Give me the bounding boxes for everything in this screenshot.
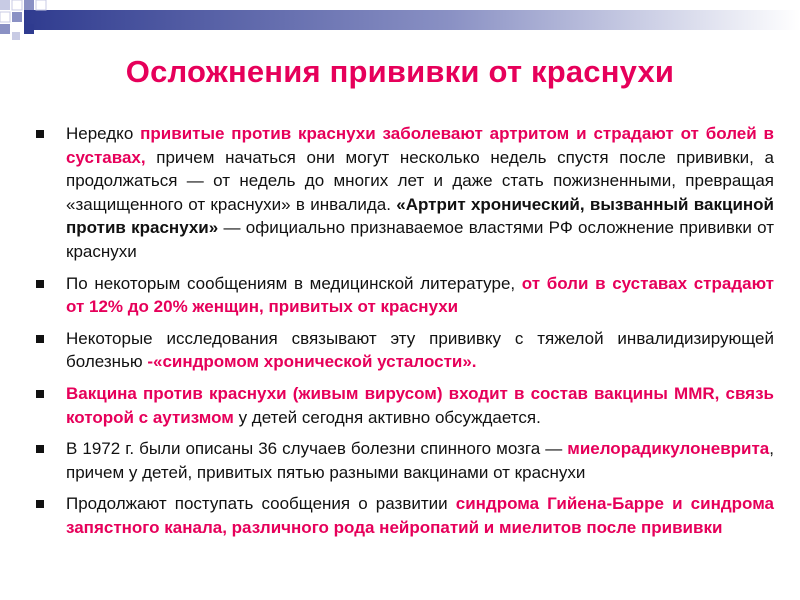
bullet-square-icon	[36, 445, 44, 453]
header-banner	[0, 0, 800, 40]
bullet-square-icon	[36, 280, 44, 288]
banner-gradient-bar	[24, 10, 800, 30]
bullet-text: Нередко	[66, 124, 141, 143]
bullet-highlight-text: привитые против краснухи заболевают артритом и страдают от болей в суставах,	[66, 124, 774, 167]
bullet-text: В 1972 г. были описаны 36 случаев болезни спинного мозга —	[66, 439, 568, 459]
bullet-text: причем начаться они могут несколько недель спустя после прививки, а продолжаться — от недель до многих лет и даже стать пожизненными, превращая «защищенного от краснухи» в инвалида.	[66, 147, 774, 214]
bullet-item	[34, 327, 774, 374]
bullet-square-icon	[36, 130, 44, 138]
bullet-highlight-text: синдрома Гийена-Барре и синдрома запястного канала, различного рода нейропатий и миелитов после прививки	[66, 494, 774, 537]
bullet-text: — официально признаваемое властями РФ осложнение прививки от краснухи	[66, 218, 774, 261]
bullet-text: По некоторым сообщениям в медицинской литературе,	[66, 273, 522, 293]
bullet-item	[34, 122, 774, 264]
bullet-text: Некоторые исследования связывают эту прививку с тяжелой инвалидизирующей болезнью	[66, 328, 774, 372]
bullet-item	[34, 382, 774, 429]
bullet-item	[34, 437, 774, 484]
bullet-highlight-text: от боли в суставах страдают от 12% до 20% женщин, привитых от краснухи	[66, 273, 774, 317]
bullet-item	[34, 492, 774, 539]
bullet-text: у детей сегодня активно обсуждается.	[233, 407, 541, 427]
bullet-highlight-text: -«синдромом хронической усталости».	[147, 352, 477, 372]
bullet-text: , причем у детей, привитых пятью разными вакцинами от краснухи	[66, 439, 774, 482]
bullet-text: Продолжают поступать сообщения о развитии	[66, 494, 456, 514]
bullet-highlight-text: «Артрит хронический, вызванный вакциной против краснухи»	[66, 194, 774, 238]
bullet-square-icon	[36, 390, 44, 398]
bullet-square-icon	[36, 500, 44, 508]
bullet-square-icon	[36, 335, 44, 343]
bullet-highlight-text: миелорадикулоневрита	[567, 439, 770, 459]
bullet-item	[34, 272, 774, 319]
slide-title: Осложнения прививки от краснухи	[125, 54, 675, 89]
bullet-highlight-text: Вакцина против краснухи (живым вирусом) входит в состав вакцины MMR, связь которой с аутизмом	[66, 383, 774, 427]
bullet-list	[34, 122, 774, 548]
